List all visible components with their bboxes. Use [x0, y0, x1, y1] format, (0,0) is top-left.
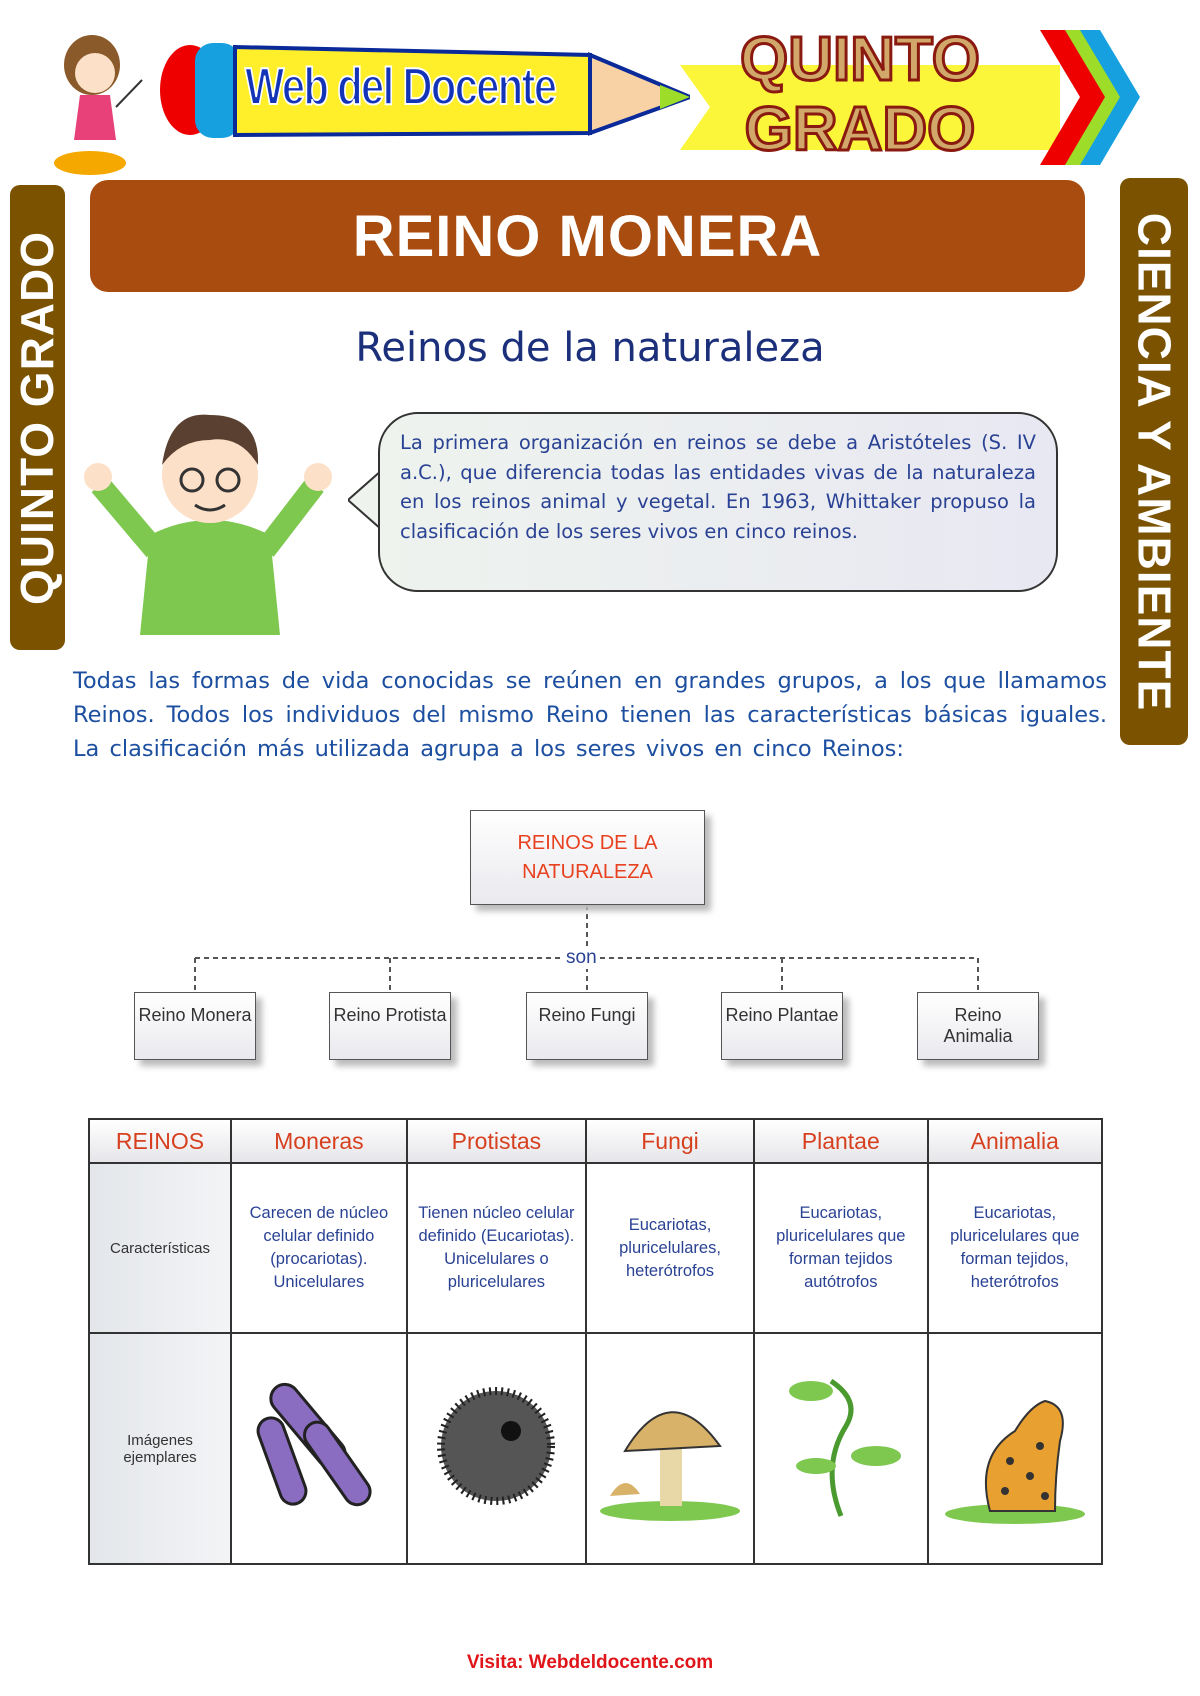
table-cell: [407, 1333, 586, 1564]
kingdoms-table: [88, 1118, 1103, 1565]
diagram-box-plantae: Reino Plantae: [721, 992, 843, 1060]
table-cell: Carecen de núcleo celular definido (procariotas). Unicelulares: [231, 1163, 407, 1333]
diagram-box-fungi: Reino Fungi: [526, 992, 648, 1060]
diagram-box-animalia: Reino Animalia: [917, 992, 1039, 1060]
table-row: [89, 1163, 1102, 1333]
plant-image-icon: [761, 1366, 921, 1526]
table-cell: Eucariotas, pluricelulares, heterótrofos: [586, 1163, 754, 1333]
table-row: [89, 1333, 1102, 1564]
table-cell: [754, 1333, 928, 1564]
table-header: Protistas: [407, 1119, 586, 1163]
diagram-connector-label: son: [563, 947, 600, 969]
diagram-root-box: REINOS DE LA NATURALEZA: [470, 810, 705, 905]
left-banner-text: QUINTO GRADO: [11, 230, 64, 605]
table-cell: [586, 1333, 754, 1564]
table-cell: [231, 1333, 407, 1564]
right-banner-text: CIENCIA Y AMBIENTE: [1128, 212, 1181, 711]
table-header-row: [89, 1119, 1102, 1163]
table-cell: Eucariotas, pluricelulares que forman tejidos, heterótrofos: [928, 1163, 1102, 1333]
mushroom-image-icon: [590, 1366, 750, 1526]
row-label: Características: [89, 1163, 231, 1333]
protist-image-icon: [416, 1366, 576, 1526]
table-header: Plantae: [754, 1119, 928, 1163]
table-header: REINOS: [89, 1119, 231, 1163]
table-cell: Eucariotas, pluricelulares que forman tejidos autótrofos: [754, 1163, 928, 1333]
intro-paragraph: Todas las formas de vida conocidas se reúnen en grandes grupos, a los que llamamos Reinos. Todos los individuos del mismo Reino tienen las características básicas iguales. La clasificación más utilizada agrupa a los seres vivos en cinco Reinos:: [73, 668, 1107, 762]
row-label: Imágenes ejemplares: [89, 1333, 231, 1564]
table-header: Animalia: [928, 1119, 1102, 1163]
table-header: Moneras: [231, 1119, 407, 1163]
diagram-box-protista: Reino Protista: [329, 992, 451, 1060]
table-header: Fungi: [586, 1119, 754, 1163]
page-title: REINO MONERA: [352, 203, 823, 269]
speech-bubble: La primera organización en reinos se debe a Aristóteles (S. IV a.C.), que diferencia todas las entidades vivas de la naturaleza en los reinos animal y vegetal. En 1963, Whittaker propuso la clasificación de los seres vivos en cinco reinos.: [378, 412, 1058, 592]
jaguar-image-icon: [935, 1366, 1095, 1526]
table-cell: [928, 1333, 1102, 1564]
logo-text: Web del Docente: [245, 58, 556, 116]
diagram-box-monera: Reino Monera: [134, 992, 256, 1060]
grade-banner-text: QUINTO GRADO: [740, 25, 980, 164]
table-cell: Tienen núcleo celular definido (Eucariotas). Unicelulares o pluricelulares: [407, 1163, 586, 1333]
footer-link[interactable]: Visita: Webdeldocente.com: [466, 1652, 714, 1673]
section-subtitle: Reinos de la naturaleza: [355, 325, 825, 371]
bacteria-image-icon: [239, 1366, 399, 1526]
